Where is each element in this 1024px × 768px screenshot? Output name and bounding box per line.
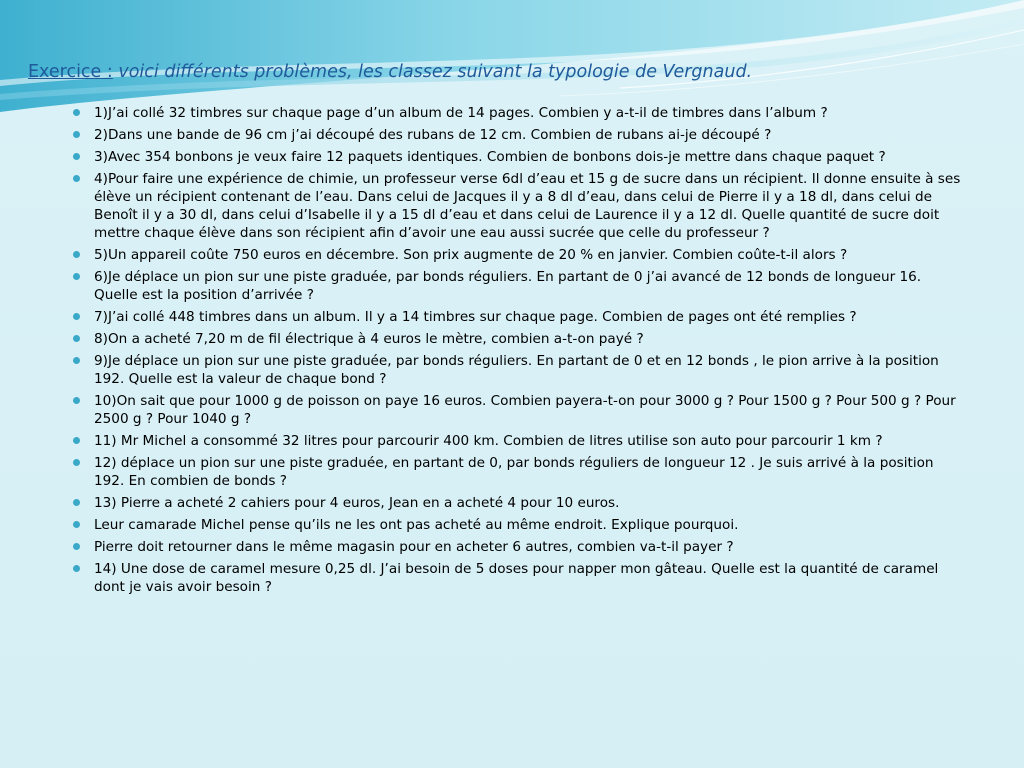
item-text: 10)On sait que pour 1000 g de poisson on paye 16 euros. Combien payera-t-on pour 3000 g ? Pour 1500 g ? Pour 500 g ? Pour 2500 g ? Pour 1040 g ?: [94, 393, 956, 427]
bullet-icon: [73, 499, 80, 506]
item-text: Pierre doit retourner dans le même magasin pour en acheter 6 autres, combien va-t-il payer ?: [94, 539, 734, 555]
list-item: [66, 246, 966, 264]
list-item: [66, 454, 966, 490]
list-item: [66, 538, 966, 556]
bullet-icon: [73, 565, 80, 572]
problem-list: [66, 104, 966, 600]
list-item: [66, 392, 966, 428]
bullet-icon: [73, 109, 80, 116]
list-item: [66, 268, 966, 304]
item-text: 1)J’ai collé 32 timbres sur chaque page d’un album de 14 pages. Combien y a-t-il de timbres dans l’album ?: [94, 105, 828, 121]
item-text: 13) Pierre a acheté 2 cahiers pour 4 euros, Jean en a acheté 4 pour 10 euros.: [94, 495, 620, 511]
title-rest: voici différents problèmes, les classez suivant la typologie de Vergnaud.: [112, 62, 753, 82]
slide-title: [28, 60, 752, 84]
bullet-icon: [73, 175, 80, 182]
list-item: [66, 170, 966, 242]
bullet-icon: [73, 313, 80, 320]
list-item: [66, 148, 966, 166]
title-lead: Exercice :: [28, 62, 113, 82]
item-text: 3)Avec 354 bonbons je veux faire 12 paquets identiques. Combien de bonbons dois-je mettre dans chaque paquet ?: [94, 149, 886, 165]
item-text: 7)J’ai collé 448 timbres dans un album. Il y a 14 timbres sur chaque page. Combien de pages ont été remplies ?: [94, 309, 857, 325]
bullet-icon: [73, 521, 80, 528]
item-text: 5)Un appareil coûte 750 euros en décembre. Son prix augmente de 20 % en janvier. Combien coûte-t-il alors ?: [94, 247, 848, 263]
bullet-icon: [73, 153, 80, 160]
list-item: [66, 432, 966, 450]
bullet-icon: [73, 335, 80, 342]
list-item: [66, 516, 966, 534]
bullet-icon: [73, 251, 80, 258]
item-text: 12) déplace un pion sur une piste graduée, en partant de 0, par bonds réguliers de longueur 12 . Je suis arrivé à la position 192. En combien de bonds ?: [94, 455, 934, 489]
bullet-icon: [73, 437, 80, 444]
item-text: 9)Je déplace un pion sur une piste graduée, par bonds réguliers. En partant de 0 et en 12 bonds , le pion arrive à la position 192. Quelle est la valeur de chaque bond ?: [94, 353, 939, 387]
item-text: 2)Dans une bande de 96 cm j’ai découpé des rubans de 12 cm. Combien de rubans ai-je découpé ?: [94, 127, 772, 143]
item-text: 14) Une dose de caramel mesure 0,25 dl. J’ai besoin de 5 doses pour napper mon gâteau. Quelle est la quantité de caramel dont je vais avoir besoin ?: [94, 561, 939, 595]
list-item: [66, 494, 966, 512]
list-item: [66, 104, 966, 122]
bullet-icon: [73, 459, 80, 466]
bullet-icon: [73, 131, 80, 138]
list-item: [66, 330, 966, 348]
bullet-icon: [73, 397, 80, 404]
item-text: 6)Je déplace un pion sur une piste graduée, par bonds réguliers. En partant de 0 j’ai avancé de 12 bonds de longueur 16. Quelle est la position d’arrivée ?: [94, 269, 922, 303]
item-text: 4)Pour faire une expérience de chimie, un professeur verse 6dl d’eau et 15 g de sucre dans un récipient. Il donne ensuite à ses élève un récipient contenant de l’eau. Dans celui de Jacques il y a 8 dl d’eau, dans celui de Pierre il y a 18 dl, dans celui de Benoît il y a 30 dl, dans celui d’Isabelle il y a 15 dl d’eau et dans celui de Laurence il y a 12 dl. Quelle quantité de sucre doit mettre chaque élève dans son récipient afin d’avoir une eau aussi sucrée que celle du professeur ?: [94, 171, 961, 241]
bullet-icon: [73, 357, 80, 364]
item-text: Leur camarade Michel pense qu’ils ne les ont pas acheté au même endroit. Explique pourquoi.: [94, 517, 739, 533]
list-item: [66, 126, 966, 144]
item-text: 8)On a acheté 7,20 m de fil électrique à 4 euros le mètre, combien a-t-on payé ?: [94, 331, 644, 347]
list-item: [66, 352, 966, 388]
bullet-icon: [73, 273, 80, 280]
list-item: [66, 308, 966, 326]
list-item: [66, 560, 966, 596]
item-text: 11) Mr Michel a consommé 32 litres pour parcourir 400 km. Combien de litres utilise son auto pour parcourir 1 km ?: [94, 433, 883, 449]
bullet-icon: [73, 543, 80, 550]
